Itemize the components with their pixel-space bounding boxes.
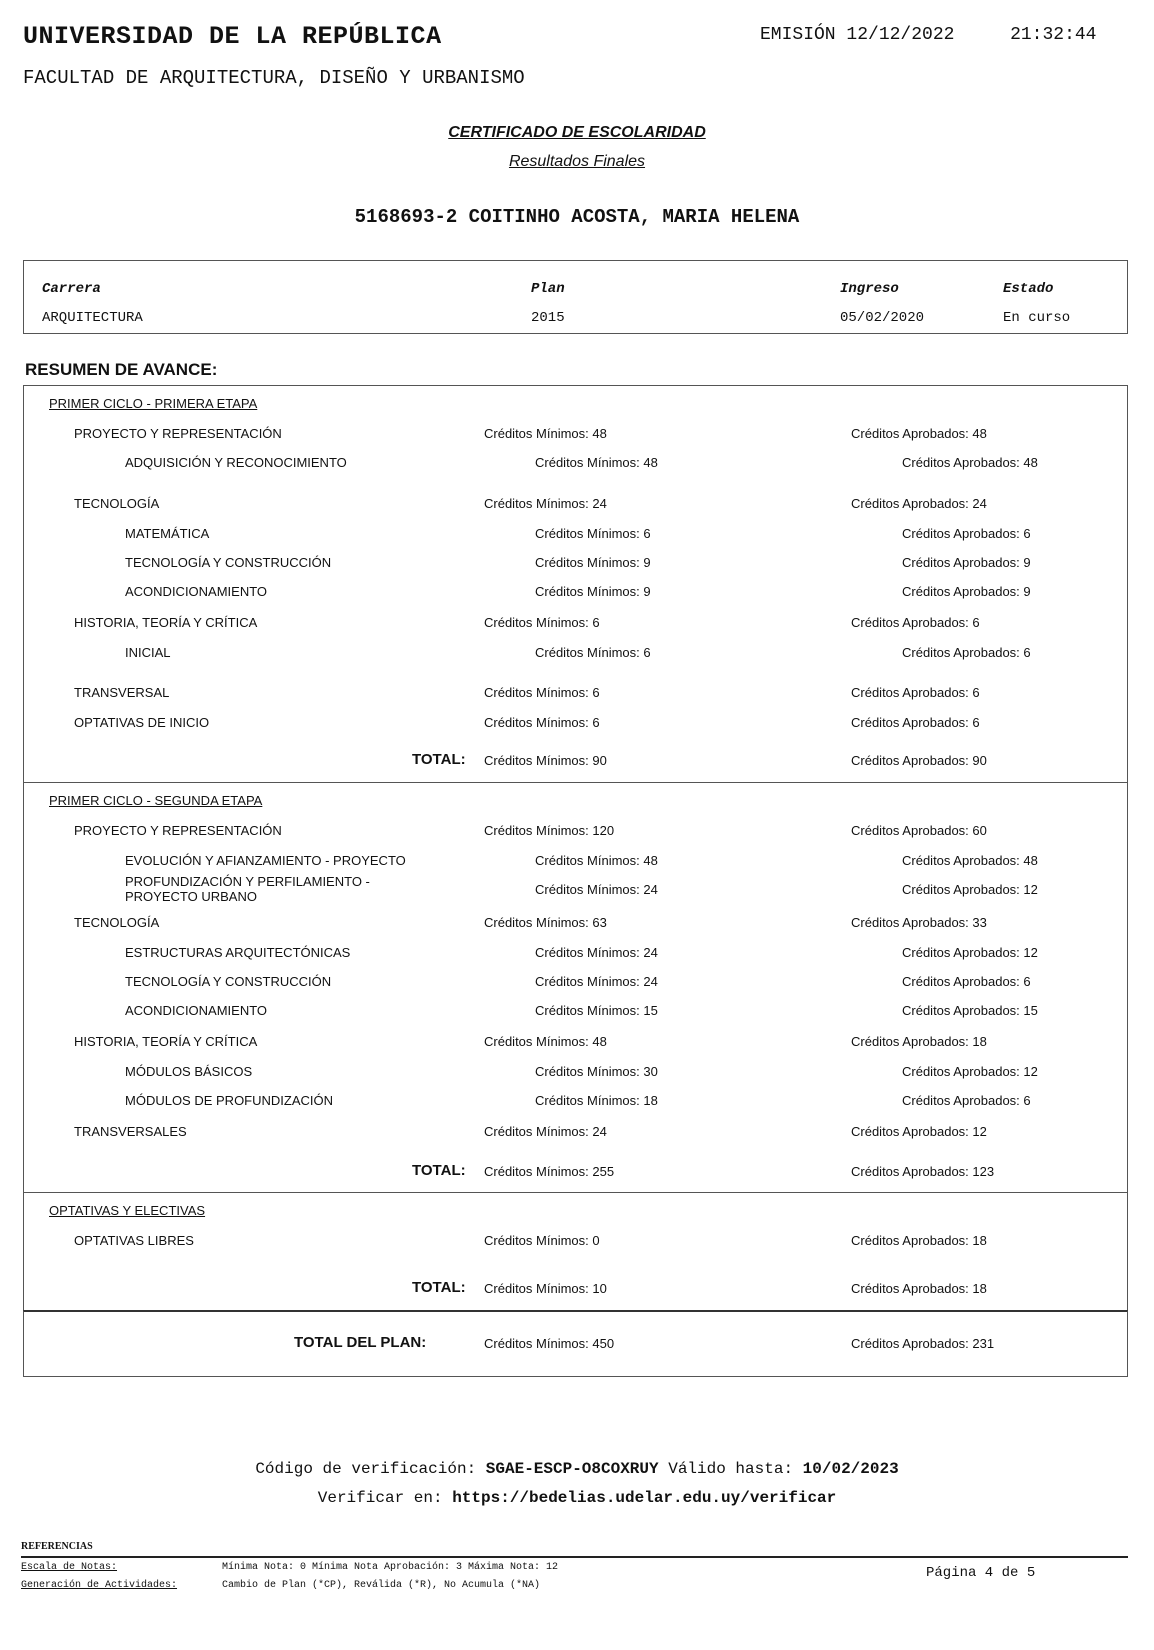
section-title: PRIMER CICLO - SEGUNDA ETAPA: [49, 793, 263, 808]
row-apr: Créditos Aprobados: 6: [902, 645, 1031, 660]
row-apr: Créditos Aprobados: 6: [902, 1093, 1031, 1108]
career-header: Carrera: [42, 281, 101, 297]
row-apr: Créditos Aprobados: 12: [851, 1124, 987, 1139]
row-apr: Créditos Aprobados: 48: [902, 455, 1038, 470]
certificate-title: CERTIFICADO DE ESCOLARIDAD: [448, 124, 706, 141]
row-min: Créditos Mínimos: 48: [535, 455, 658, 470]
estado-value: En curso: [1003, 310, 1071, 326]
row-apr: Créditos Aprobados: 9: [902, 555, 1031, 570]
row-min: Créditos Mínimos: 6: [535, 645, 651, 660]
emission-date-text: EMISIÓN 12/12/2022: [760, 25, 955, 45]
total-apr: Créditos Aprobados: 90: [851, 753, 987, 768]
row-apr: Créditos Aprobados: 12: [902, 945, 1038, 960]
scale-value: Mínima Nota: 0 Mínima Nota Aprobación: 3 Máxima Nota: 12: [222, 1562, 559, 1573]
references-divider: [21, 1556, 1128, 1558]
row-label: HISTORIA, TEORÍA Y CRÍTICA: [74, 615, 258, 630]
row-apr: Créditos Aprobados: 6: [902, 974, 1031, 989]
section-title: OPTATIVAS Y ELECTIVAS: [49, 1203, 206, 1218]
row-label: TRANSVERSALES: [74, 1124, 187, 1139]
row-label: HISTORIA, TEORÍA Y CRÍTICA: [74, 1034, 258, 1049]
total-label: TOTAL:: [412, 751, 466, 768]
row-apr: Créditos Aprobados: 48: [902, 853, 1038, 868]
student-name: 5168693-2 COITINHO ACOSTA, MARIA HELENA: [354, 206, 800, 228]
row-apr: Créditos Aprobados: 18: [851, 1233, 987, 1248]
row-min: Créditos Mínimos: 15: [535, 1003, 658, 1018]
verify-url-link[interactable]: https://bedelias.udelar.edu.uy/verificar: [452, 1489, 837, 1507]
row-label: TECNOLOGÍA Y CONSTRUCCIÓN: [125, 974, 332, 989]
emission-date: [760, 25, 1096, 45]
row-min: Créditos Mínimos: 120: [484, 823, 615, 838]
row-min: Créditos Mínimos: 24: [484, 1124, 607, 1139]
row-label: PROYECTO Y REPRESENTACIÓN: [74, 426, 282, 441]
faculty-name: FACULTAD DE ARQUITECTURA, DISEÑO Y URBANISMO: [23, 67, 525, 89]
row-min: Créditos Mínimos: 6: [484, 615, 600, 630]
row-label: ESTRUCTURAS ARQUITECTÓNICAS: [125, 945, 351, 960]
plan-total-box: [23, 1310, 1128, 1377]
row-label: PROFUNDIZACIÓN Y PERFILAMIENTO - PROYECTO URBANO: [125, 874, 370, 904]
valid-until-label: Válido hasta:: [668, 1460, 794, 1478]
verification-code-line: [0, 1460, 1154, 1478]
valid-until-date: 10/02/2023: [802, 1460, 899, 1478]
scale-label: Escala de Notas:: [21, 1562, 118, 1573]
row-apr: Créditos Aprobados: 15: [902, 1003, 1038, 1018]
university-name: UNIVERSIDAD DE LA REPÚBLICA: [23, 22, 442, 51]
section-segunda-etapa: [23, 782, 1128, 1192]
row-label: MATEMÁTICA: [125, 526, 210, 541]
row-label: OPTATIVAS DE INICIO: [74, 715, 210, 730]
row-label: PROYECTO Y REPRESENTACIÓN: [74, 823, 282, 838]
row-label: MÓDULOS BÁSICOS: [125, 1064, 253, 1079]
row-min: Créditos Mínimos: 24: [535, 945, 658, 960]
total-apr: Créditos Aprobados: 18: [851, 1281, 987, 1296]
row-min: Créditos Mínimos: 48: [484, 1034, 607, 1049]
row-min: Créditos Mínimos: 63: [484, 915, 607, 930]
row-min: Créditos Mínimos: 6: [484, 685, 600, 700]
row-min: Créditos Mínimos: 9: [535, 584, 651, 599]
row-min: Créditos Mínimos: 24: [535, 974, 658, 989]
row-apr: Créditos Aprobados: 12: [902, 1064, 1038, 1079]
row-label: ADQUISICIÓN Y RECONOCIMIENTO: [125, 455, 347, 470]
verification-url-line: [0, 1489, 1154, 1507]
total-min: Créditos Mínimos: 90: [484, 753, 607, 768]
row-apr: Créditos Aprobados: 6: [851, 715, 980, 730]
row-apr: Créditos Aprobados: 60: [851, 823, 987, 838]
row-apr: Créditos Aprobados: 18: [851, 1034, 987, 1049]
career-info-box: [23, 260, 1128, 334]
row-min: Créditos Mínimos: 0: [484, 1233, 600, 1248]
verification-code-label: Código de verificación:: [255, 1460, 477, 1478]
row-min: Créditos Mínimos: 24: [535, 882, 658, 897]
row-min: Créditos Mínimos: 30: [535, 1064, 658, 1079]
row-apr: Créditos Aprobados: 9: [902, 584, 1031, 599]
row-apr: Créditos Aprobados: 12: [902, 882, 1038, 897]
estado-header: Estado: [1003, 281, 1054, 297]
plan-total-label: TOTAL DEL PLAN:: [294, 1334, 427, 1351]
row-label: TECNOLOGÍA: [74, 915, 160, 930]
ingreso-header: Ingreso: [840, 281, 899, 297]
row-label: TECNOLOGÍA: [74, 496, 160, 511]
plan-value: 2015: [531, 310, 565, 326]
row-apr: Créditos Aprobados: 6: [902, 526, 1031, 541]
generation-label: Generación de Actividades:: [21, 1580, 178, 1591]
row-label: INICIAL: [125, 645, 171, 660]
plan-total-min: Créditos Mínimos: 450: [484, 1336, 615, 1351]
row-min: Créditos Mínimos: 9: [535, 555, 651, 570]
page-number: Página 4 de 5: [926, 1565, 1036, 1581]
verify-label: Verificar en:: [317, 1489, 443, 1507]
career-value: ARQUITECTURA: [42, 310, 143, 326]
plan-total-apr: Créditos Aprobados: 231: [851, 1336, 995, 1351]
certificate-subtitle: Resultados Finales: [508, 153, 646, 170]
row-apr: Créditos Aprobados: 6: [851, 685, 980, 700]
row-label: OPTATIVAS LIBRES: [74, 1233, 194, 1248]
references-title: REFERENCIAS: [21, 1541, 93, 1552]
row-label: ACONDICIONAMIENTO: [125, 584, 268, 599]
summary-title: RESUMEN DE AVANCE:: [25, 360, 218, 379]
row-label: MÓDULOS DE PROFUNDIZACIÓN: [125, 1093, 334, 1108]
row-apr: Créditos Aprobados: 24: [851, 496, 987, 511]
total-min: Créditos Mínimos: 10: [484, 1281, 607, 1296]
row-apr: Créditos Aprobados: 48: [851, 426, 987, 441]
verification-code: SGAE-ESCP-O8COXRUY: [485, 1460, 659, 1478]
row-apr: Créditos Aprobados: 6: [851, 615, 980, 630]
row-min: Créditos Mínimos: 6: [535, 526, 651, 541]
row-min: Créditos Mínimos: 48: [535, 853, 658, 868]
row-min: Créditos Mínimos: 18: [535, 1093, 658, 1108]
row-min: Créditos Mínimos: 6: [484, 715, 600, 730]
ingreso-value: 05/02/2020: [840, 310, 925, 326]
section-primera-etapa: [23, 385, 1128, 782]
total-label: TOTAL:: [412, 1162, 466, 1179]
section-optativas: [23, 1192, 1128, 1310]
generation-value: Cambio de Plan (*CP), Reválida (*R), No Acumula (*NA): [222, 1580, 541, 1591]
emission-time: 21:32:44: [1010, 25, 1097, 45]
total-apr: Créditos Aprobados: 123: [851, 1164, 995, 1179]
total-min: Créditos Mínimos: 255: [484, 1164, 615, 1179]
row-min: Créditos Mínimos: 24: [484, 496, 607, 511]
plan-header: Plan: [531, 281, 565, 297]
row-label: TRANSVERSAL: [74, 685, 170, 700]
row-label: EVOLUCIÓN Y AFIANZAMIENTO - PROYECTO: [125, 853, 406, 868]
total-label: TOTAL:: [412, 1279, 466, 1296]
row-label: ACONDICIONAMIENTO: [125, 1003, 268, 1018]
section-title: PRIMER CICLO - PRIMERA ETAPA: [49, 396, 258, 411]
row-apr: Créditos Aprobados: 33: [851, 915, 987, 930]
row-min: Créditos Mínimos: 48: [484, 426, 607, 441]
row-label: TECNOLOGÍA Y CONSTRUCCIÓN: [125, 555, 332, 570]
